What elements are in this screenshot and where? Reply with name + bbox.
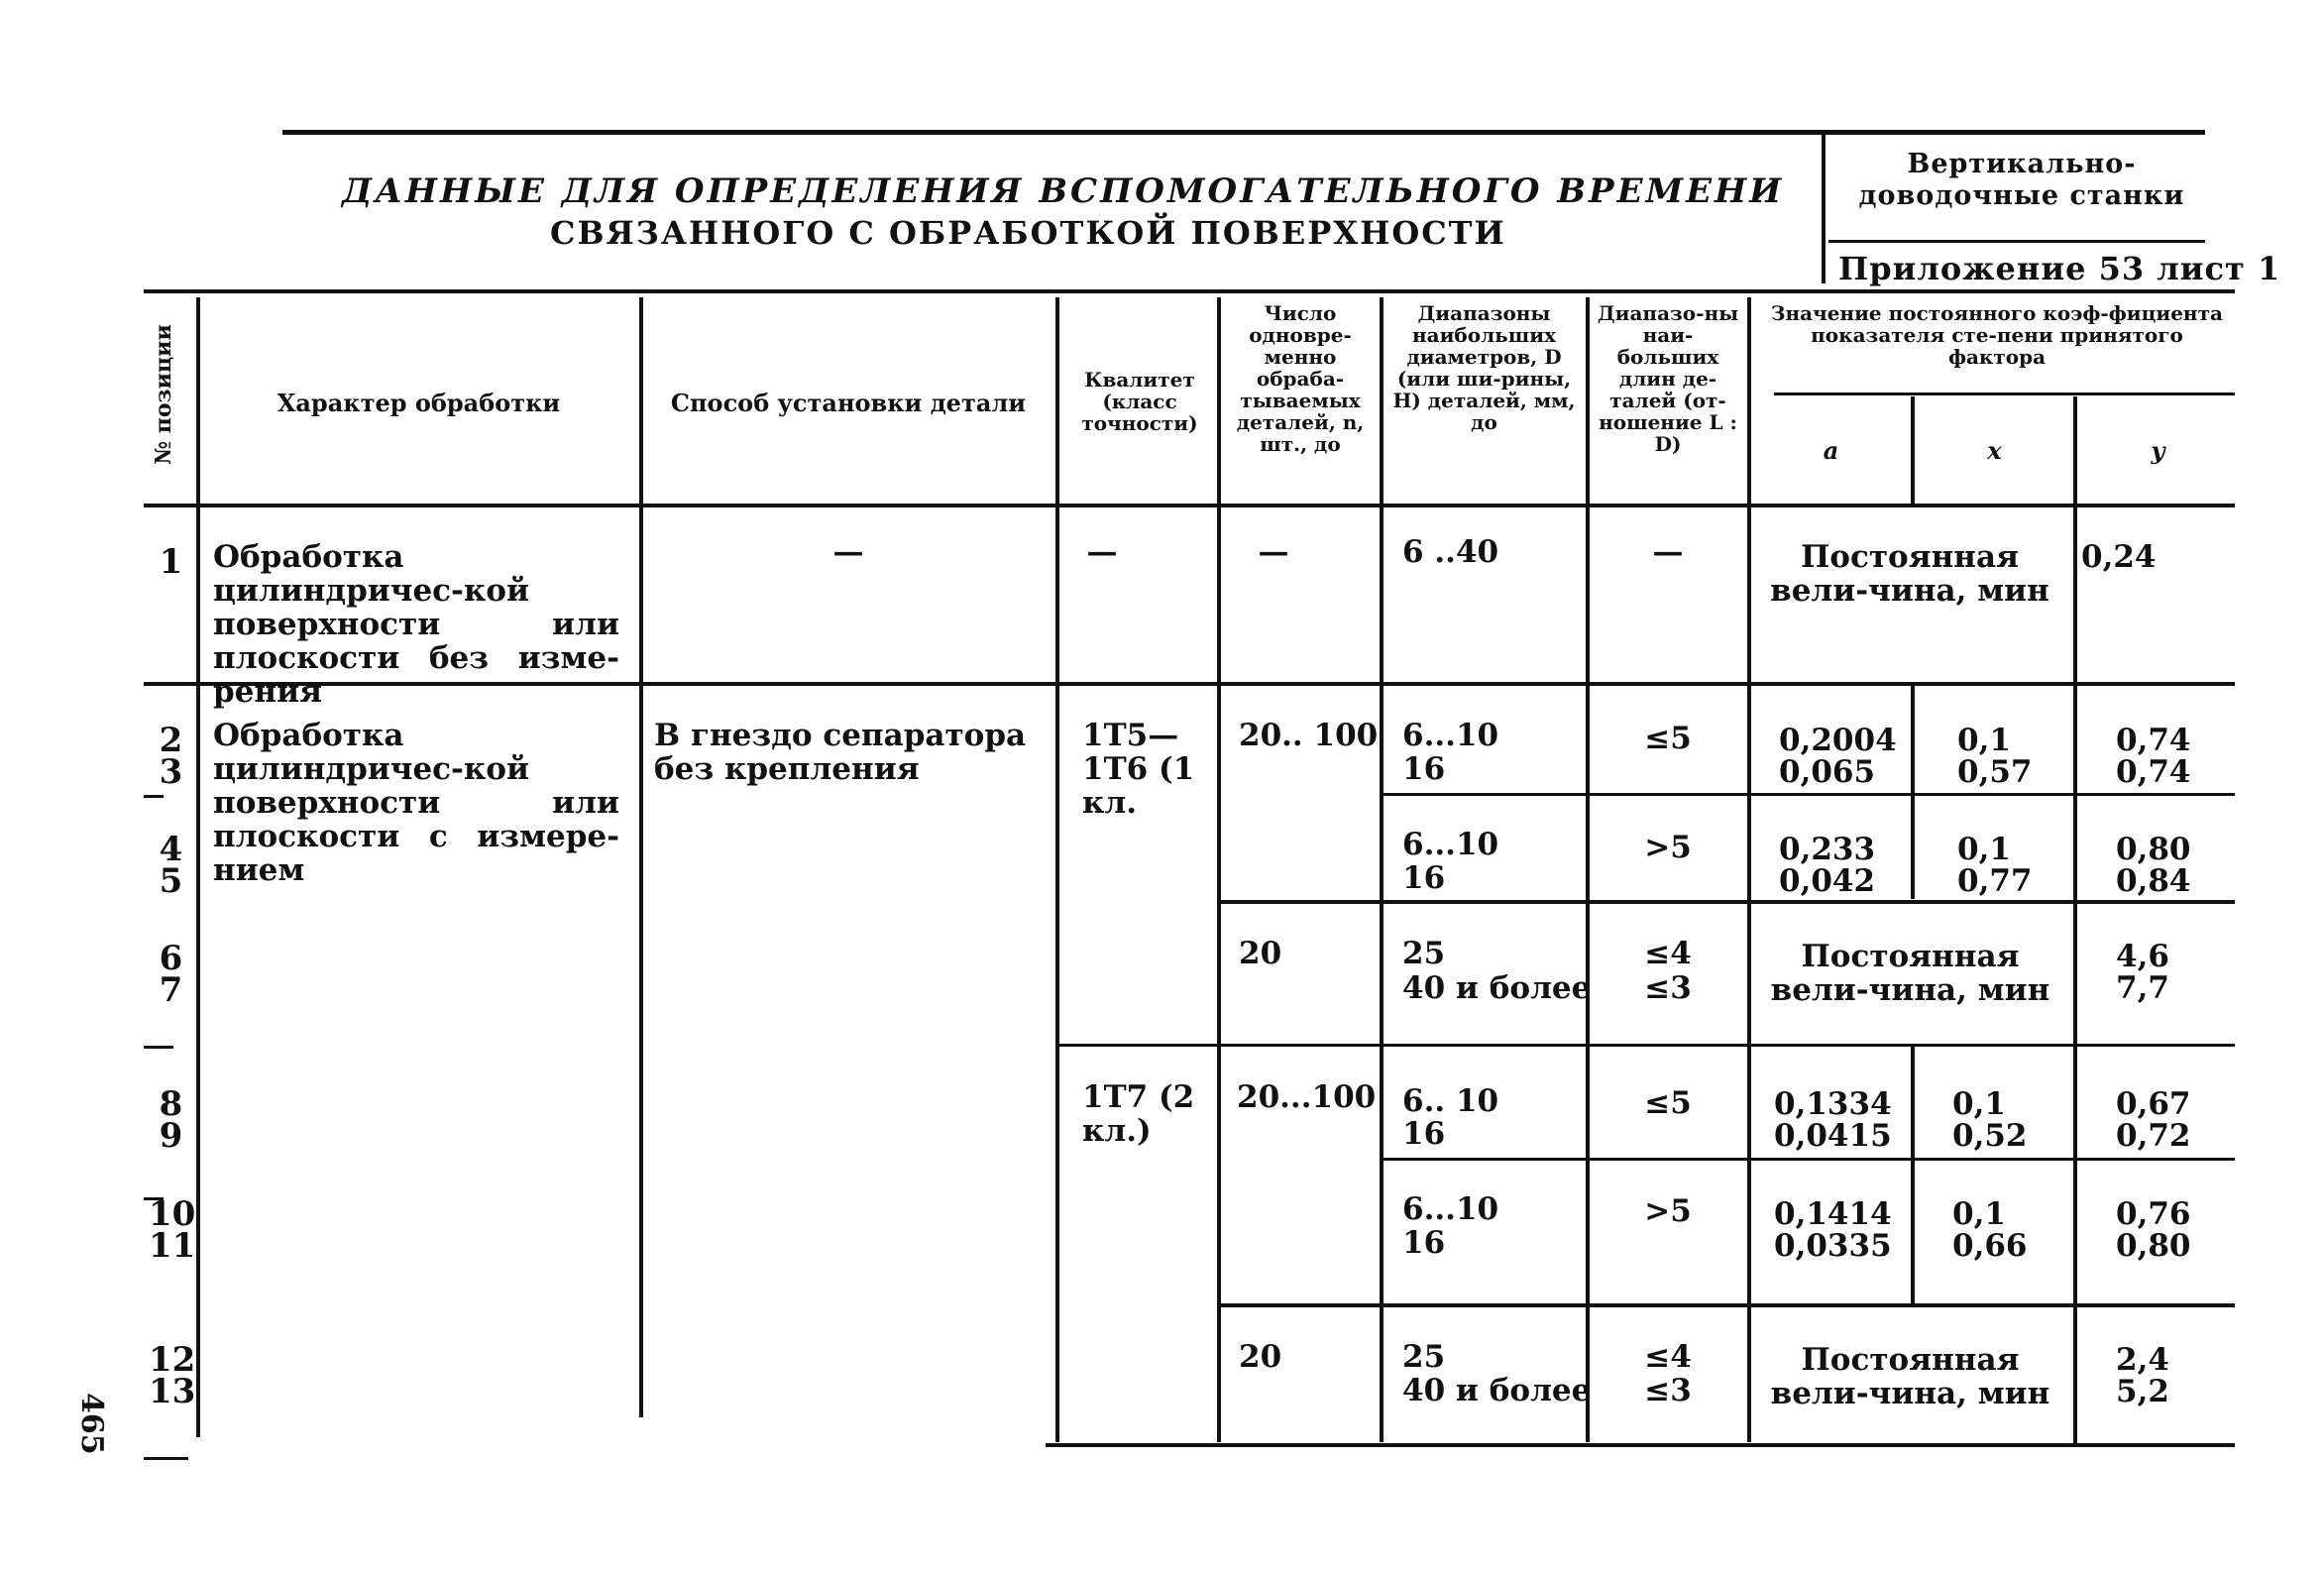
row-number: 7: [159, 970, 183, 1010]
coef-y-cell: 0,80: [2116, 832, 2191, 867]
row1-y: 0,24: [2081, 539, 2157, 575]
coef-y-cell: 0,80: [2116, 1228, 2191, 1264]
length-cell: >5: [1644, 830, 1692, 865]
header-lengths: Диапазо-ны наи-больших длин де-талей (от-ношение L : D): [1597, 301, 1739, 456]
length-cell: ≤5: [1644, 1085, 1692, 1121]
coef-y-cell: 2,4: [2116, 1342, 2169, 1378]
diameter-cell: 40 и более: [1402, 1373, 1592, 1408]
appendix-label: Приложение 53 лист 1: [1838, 250, 2281, 287]
header-parts-count: Число одновре-менно обраба-тываемых деталей, n, шт., до: [1236, 301, 1365, 456]
constant-cell: Постоянная вели-чина, мин: [1770, 939, 2050, 1008]
coef-a-cell: 0,042: [1779, 863, 1876, 899]
diameter-cell: 6...10: [1402, 827, 1499, 862]
row-number: 2: [159, 721, 183, 760]
header-coef-group: Значение постоянного коэф-фициента показателя сте-пени принятого фактора: [1771, 301, 2223, 369]
header-coef-a: a: [1823, 436, 1839, 465]
row1-length: —: [1652, 534, 1684, 570]
count-cell: 20: [1239, 1339, 1282, 1375]
row1-diameter: 6 ..40: [1402, 534, 1499, 570]
group2-quality-a: 1Т5—1Т6 (1 кл.: [1082, 718, 1195, 821]
header-coef-x: x: [1987, 436, 2002, 465]
row-number: 10: [149, 1194, 196, 1234]
group2-character: Обработка цилиндричес-кой поверхности или плоскости с измере-нием: [213, 718, 619, 888]
row-number: 9: [159, 1116, 183, 1156]
row-number: 3: [159, 752, 183, 792]
length-cell: ≤3: [1644, 970, 1692, 1006]
header-coef-y: y: [2151, 436, 2165, 465]
coef-y-cell: 5,2: [2116, 1374, 2169, 1409]
coef-x-cell: 0,77: [1957, 863, 2033, 899]
row-number: 4: [159, 830, 183, 869]
length-cell: ≤4: [1644, 1339, 1692, 1375]
count-cell: 20...100: [1237, 1079, 1377, 1115]
coef-x-cell: 0,1: [1957, 723, 2011, 758]
length-cell: >5: [1644, 1193, 1692, 1229]
coef-a-cell: 0,0415: [1774, 1118, 1892, 1154]
coef-y-cell: 4,6: [2116, 939, 2169, 974]
coef-y-cell: 0,67: [2116, 1086, 2191, 1122]
coef-a-cell: 0,0335: [1774, 1228, 1892, 1264]
title-line-2: СВЯЗАННОГО С ОБРАБОТКОЙ ПОВЕРХНОСТИ: [550, 214, 1506, 252]
page-number: 465: [74, 1393, 109, 1455]
diameter-cell: 6...10: [1402, 1191, 1499, 1227]
coef-x-cell: 0,1: [1952, 1086, 2006, 1122]
row1-constant: Постоянная вели-чина, мин: [1770, 539, 2049, 609]
coef-y-cell: 0,72: [2116, 1118, 2191, 1154]
constant-cell: Постоянная вели-чина, мин: [1770, 1342, 2050, 1411]
coef-y-cell: 0,74: [2116, 754, 2191, 790]
coef-x-cell: 0,66: [1952, 1228, 2028, 1264]
row1-quality: —: [1086, 534, 1118, 570]
coef-a-cell: 0,2004: [1779, 723, 1897, 758]
length-cell: ≤5: [1644, 721, 1692, 756]
row-number: 1: [159, 542, 183, 582]
diameter-cell: 25: [1402, 1339, 1446, 1375]
title-line-1: ДАННЫЕ ДЛЯ ОПРЕДЕЛЕНИЯ ВСПОМОГАТЕЛЬНОГО ВРЕМЕНИ: [342, 171, 1785, 211]
coef-a-cell: 0,1414: [1774, 1196, 1892, 1232]
header-character: Характер обработки: [277, 389, 561, 417]
count-cell: 20.. 100: [1239, 718, 1379, 753]
coef-y-cell: 0,76: [2116, 1196, 2191, 1232]
row1-count: —: [1258, 534, 1289, 570]
coef-y-cell: 0,74: [2116, 723, 2191, 758]
diameter-cell: 6...10: [1402, 718, 1499, 753]
diameter-cell: 25: [1402, 936, 1446, 971]
row-number: 13: [149, 1372, 196, 1411]
row-number: 12: [149, 1340, 196, 1380]
diameter-cell: 16: [1402, 751, 1446, 787]
coef-a-cell: 0,233: [1779, 832, 1876, 867]
diameter-cell: 16: [1402, 1225, 1446, 1261]
length-cell: ≤3: [1644, 1373, 1692, 1408]
diameter-cell: 40 и более: [1402, 970, 1592, 1006]
header-diameters: Диапазоны наибольших диаметров, D (или ши-рины, H) деталей, мм, до: [1392, 301, 1576, 434]
coef-x-cell: 0,1: [1952, 1196, 2006, 1232]
machine-type: Вертикально-доводочные станки: [1858, 149, 2185, 211]
coef-x-cell: 0,52: [1952, 1118, 2028, 1154]
count-cell: 20: [1239, 936, 1282, 971]
coef-x-cell: 0,57: [1957, 754, 2033, 790]
coef-y-cell: 7,7: [2116, 970, 2169, 1006]
row-number: 6: [159, 939, 183, 978]
header-position: № позиции: [151, 324, 176, 465]
row-number: 8: [159, 1084, 183, 1124]
coef-y-cell: 0,84: [2116, 863, 2191, 899]
coef-a-cell: 0,1334: [1774, 1086, 1892, 1122]
length-cell: ≤4: [1644, 936, 1692, 971]
diameter-cell: 16: [1402, 860, 1446, 896]
row-number: 11: [149, 1226, 196, 1266]
row1-character: Обработка цилиндричес-кой поверхности или плоскости без изме-рения: [213, 539, 619, 710]
coef-x-cell: 0,1: [1957, 832, 2011, 867]
coef-a-cell: 0,065: [1779, 754, 1876, 790]
group2-quality-b: 1Т7 (2 кл.): [1082, 1079, 1195, 1149]
row-number: 5: [159, 861, 183, 901]
header-method: Способ установки детали: [670, 389, 1027, 417]
diameter-cell: 6.. 10: [1402, 1083, 1499, 1119]
diameter-cell: 16: [1402, 1116, 1446, 1152]
row1-method: —: [832, 534, 864, 570]
header-quality: Квалитет (класс точности): [1081, 368, 1198, 435]
group2-method: В гнездо сепаратора без крепления: [654, 718, 1027, 787]
